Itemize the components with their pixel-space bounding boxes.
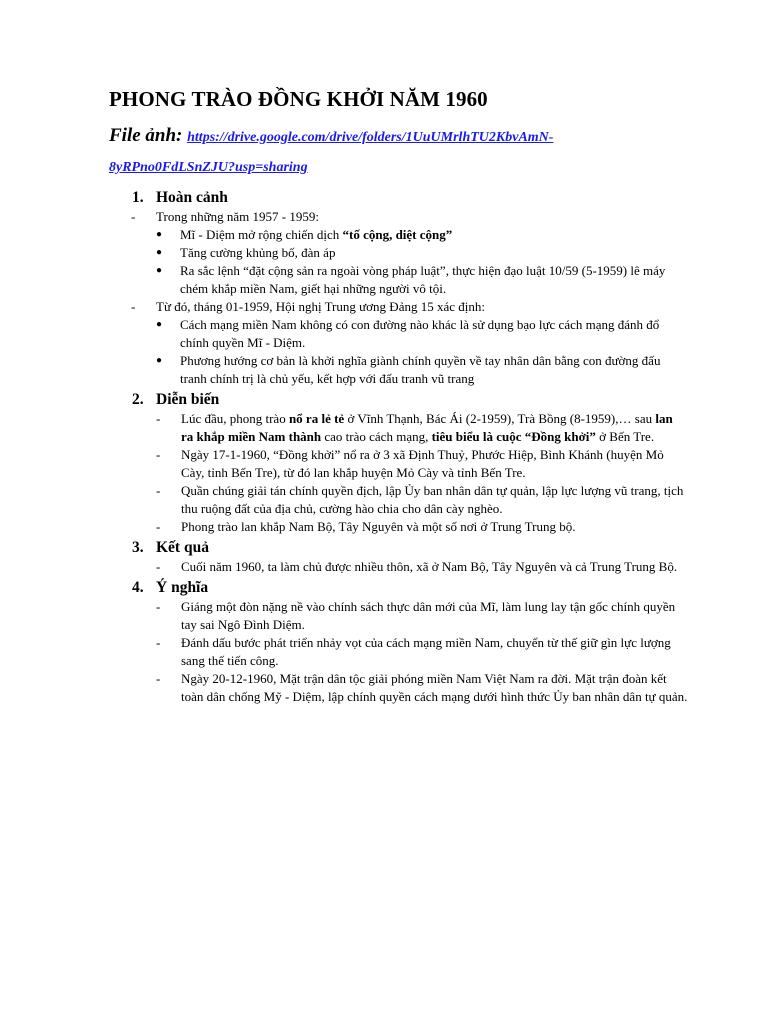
- dash-item: [156, 482, 688, 518]
- section-3: [109, 538, 688, 576]
- text-run: cao trào cách mạng,: [321, 429, 432, 444]
- dash-item: [156, 558, 688, 576]
- text-run: Tăng cường khủng bố, đàn áp: [180, 245, 336, 260]
- file-label: File ảnh:: [109, 125, 183, 146]
- section-title: Hoàn cảnh: [156, 189, 228, 206]
- document-title: PHONG TRÀO ĐỒNG KHỞI NĂM 1960: [109, 87, 488, 111]
- bullet-marker: ●: [156, 319, 163, 330]
- text-run: Từ đó, tháng 01-1959, Hội nghị Trung ương Đảng 15 xác định:: [156, 299, 485, 314]
- text-run: Ra sắc lệnh “đặt cộng sản ra ngoài vòng pháp luật”, thực hiện đạo luật 10/59 (5-1959) lê máy chém khắp miền Nam, giết hại những người vô tội.: [180, 263, 666, 296]
- item-text: [180, 316, 688, 352]
- bold-text: lan ra khắp miền Nam thành: [181, 411, 673, 444]
- item-text: [181, 670, 688, 706]
- dash-marker: -: [156, 559, 161, 574]
- item-text: [180, 262, 688, 298]
- item-text: [156, 208, 688, 226]
- item-text: [181, 446, 688, 482]
- item-text: [181, 482, 688, 518]
- section-number: 3.: [132, 539, 144, 556]
- dash-marker: -: [156, 519, 161, 534]
- dash-marker: -: [156, 671, 161, 686]
- bold-text: tiêu biểu là cuộc “Đồng khởi”: [431, 429, 596, 444]
- text-run: Cuối năm 1960, ta làm chủ được nhiều thôn, xã ở Nam Bộ, Tây Nguyên và cả Trung Trung Bộ.: [181, 559, 678, 574]
- dash-marker: -: [156, 483, 161, 498]
- dash-item: [156, 634, 688, 670]
- section-heading: [132, 538, 688, 558]
- section-number: 1.: [132, 189, 144, 206]
- text-run: Phương hướng cơ bản là khởi nghĩa giành chính quyền về tay nhân dân bằng con đường đấu tranh chính trị là chủ yếu, kết hợp với đấu tranh vũ trang: [180, 353, 661, 386]
- dash-marker: -: [131, 209, 136, 224]
- item-text: [181, 410, 688, 446]
- text-run: Giáng một đòn nặng nề vào chính sách thực dân mới của Mĩ, làm lung lay tận gốc chính quyền tay sai Ngô Đình Diệm.: [181, 599, 676, 632]
- dash-item: [156, 410, 688, 446]
- section-title: Kết quả: [156, 539, 209, 556]
- bullet-item: [156, 352, 688, 388]
- item-text: [180, 226, 688, 244]
- dash-item: [156, 518, 688, 536]
- section-title: Ý nghĩa: [156, 579, 209, 596]
- section-title: Diễn biến: [156, 391, 220, 408]
- text-run: Mĩ - Diệm mở rộng chiến dịch: [180, 227, 343, 242]
- text-run: Ngày 20-12-1960, Mặt trận dân tộc giải phóng miền Nam Việt Nam ra đời. Mặt trận đoàn kết toàn dân chống Mỹ - Diệm, lập chính quyền cách mạng dưới hình thức Ủy ban nhân dân tự quản.: [181, 671, 688, 704]
- item-text: [181, 634, 688, 670]
- item-text: [156, 298, 688, 316]
- dash-item: [131, 208, 688, 226]
- section-2: [109, 390, 688, 536]
- dash-marker: -: [156, 635, 161, 650]
- drive-link-line2: 8yRPno0FdLSnZJU?usp=sharing: [109, 160, 308, 175]
- item-text: [181, 598, 688, 634]
- item-text: [180, 244, 688, 262]
- bullet-marker: ●: [156, 265, 163, 276]
- section-4: [109, 578, 688, 706]
- drive-link-line1: https://drive.google.com/drive/folders/1UuUMrlhTU2KbvAmN-: [187, 130, 554, 145]
- section-heading: [132, 390, 688, 410]
- text-run: Cách mạng miền Nam không có con đường nào khác là sử dụng bạo lực cách mạng đánh đổ chính quyền Mĩ - Diệm.: [180, 317, 660, 350]
- text-run: Trong những năm 1957 - 1959:: [156, 209, 319, 224]
- bold-text: “tố cộng, diệt cộng”: [342, 227, 453, 242]
- section-number: 4.: [132, 579, 144, 596]
- item-text: [180, 352, 688, 388]
- section-heading: [132, 578, 688, 598]
- bullet-item: [156, 316, 688, 352]
- dash-item: [156, 598, 688, 634]
- dash-marker: -: [156, 411, 161, 426]
- bullet-item: [156, 244, 688, 262]
- section-1: [109, 188, 688, 388]
- bullet-item: [156, 262, 688, 298]
- text-run: Phong trào lan khắp Nam Bộ, Tây Nguyên và một số nơi ở Trung Trung bộ.: [181, 519, 576, 534]
- item-text: [181, 518, 688, 536]
- bullet-marker: ●: [156, 355, 163, 366]
- text-run: ở Vĩnh Thạnh, Bác Ái (2-1959), Trà Bồng (8-1959),… sau: [344, 411, 656, 426]
- file-link-block: [109, 122, 688, 182]
- section-heading: [132, 188, 688, 208]
- bullet-item: [156, 226, 688, 244]
- bullet-marker: ●: [156, 247, 163, 258]
- item-text: [181, 558, 688, 576]
- text-run: ở Bến Tre.: [595, 429, 655, 444]
- bullet-marker: ●: [156, 229, 163, 240]
- sections: [109, 188, 688, 706]
- dash-item: [131, 298, 688, 316]
- section-number: 2.: [132, 391, 144, 408]
- text-run: Ngày 17-1-1960, “Đồng khởi” nổ ra ở 3 xã Định Thuỷ, Phước Hiệp, Bình Khánh (huyện Mỏ Cày, tỉnh Bến Tre), từ đó lan khắp huyện Mỏ Cày và tỉnh Bến Tre.: [181, 447, 664, 480]
- text-run: Quần chúng giải tán chính quyền địch, lập Ủy ban nhân dân tự quản, lập lực lượng vũ trang, tịch thu ruộng đất của địa chủ, cường hào chia cho dân cày nghèo.: [181, 483, 684, 516]
- dash-item: [156, 670, 688, 706]
- text-run: Đánh dấu bước phát triển nhảy vọt của cách mạng miền Nam, chuyển từ thế giữ gìn lực lượng sang thế tiến công.: [181, 635, 671, 668]
- dash-item: [156, 446, 688, 482]
- text-run: Lúc đầu, phong trào: [181, 411, 289, 426]
- dash-marker: -: [156, 447, 161, 462]
- bold-text: nổ ra lẻ tẻ: [288, 411, 345, 426]
- dash-marker: -: [131, 299, 136, 314]
- dash-marker: -: [156, 599, 161, 614]
